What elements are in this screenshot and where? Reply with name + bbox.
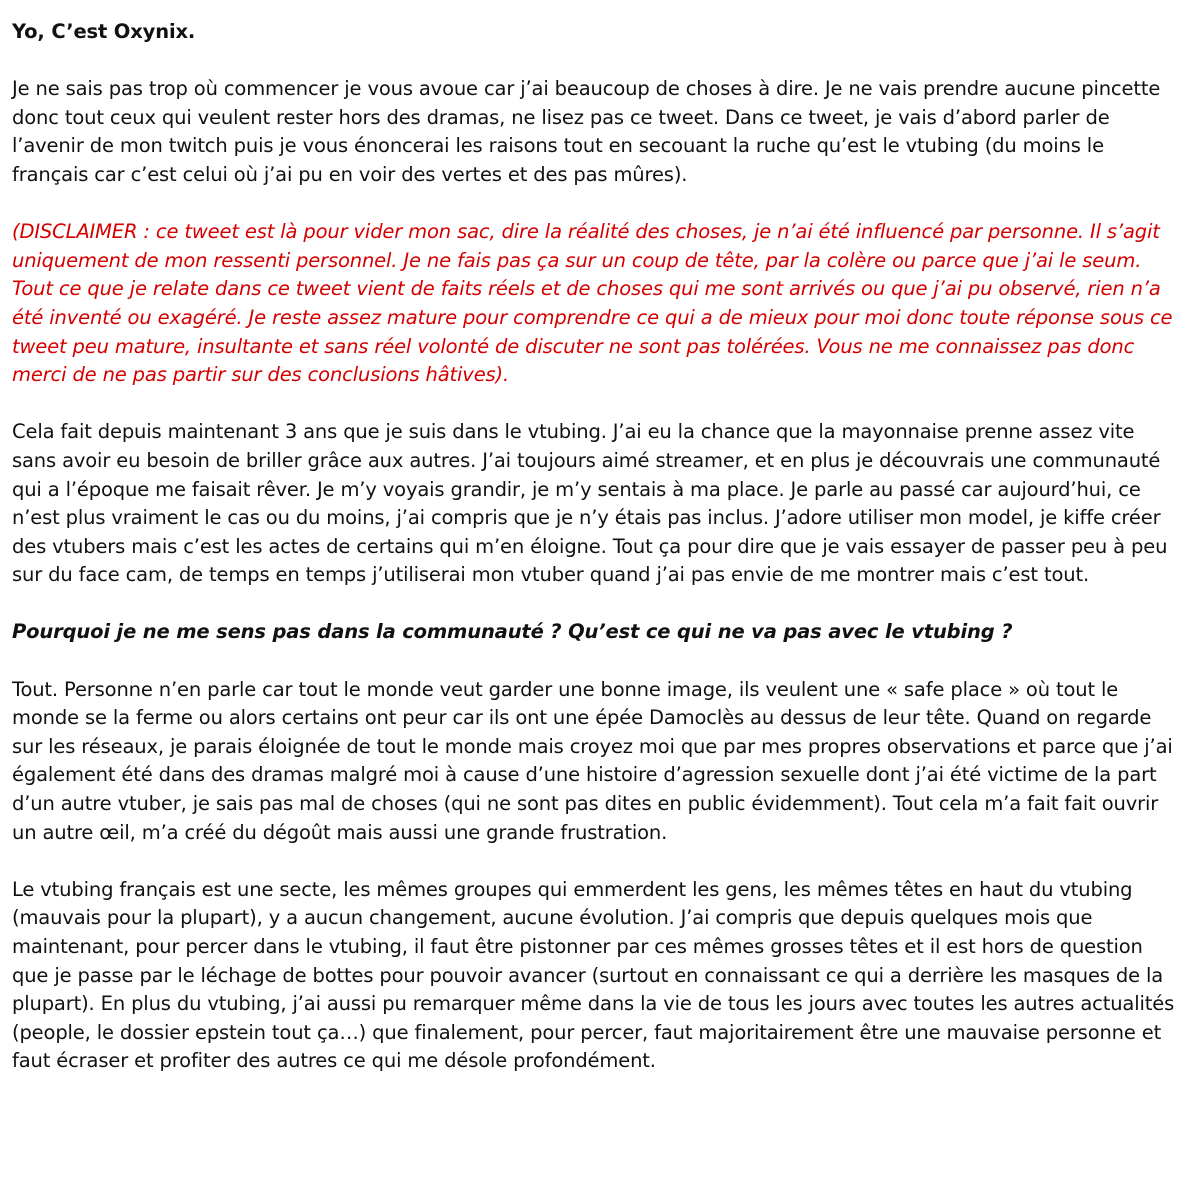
disclaimer-paragraph: (DISCLAIMER : ce tweet est là pour vider mon sac, dire la réalité des choses, je n’ai été influencé par personne. Il s’agit uniquement de mon ressenti personnel. Je ne fais pas ça sur un coup de tête, par la colère ou parce que j’ai le seum. Tout ce que je relate dans ce tweet vient de faits réels et de choses qui me sont arrivés ou que j’ai pu observé, rien n’a été inventé ou exagéré. Je reste assez mature pour comprendre ce qui a de mieux pour moi donc toute réponse sous ce tweet peu mature, insultante et sans réel volonté de discuter ne sont pas tolérées. Vous ne me connaissez pas donc merci de ne pas partir sur des conclusions hâtives). — [12, 220, 1173, 387]
intro-paragraph: Je ne sais pas trop où commencer je vous avoue car j’ai beaucoup de choses à dire. Je ne vais prendre aucune pincette donc tout ceux qui veulent rester hors des dramas, ne lisez pas ce tweet. Dans ce tweet, je vais d’abord parler de l’avenir de mon twitch puis je vous énoncerai les raisons tout en secouant la ruche qu’est le vtubing (du moins le français car c’est celui où j’ai pu en voir des vertes et des pas mûres). — [12, 77, 1161, 186]
section-question-heading: Pourquoi je ne me sens pas dans la communauté ? Qu’est ce qui ne va pas avec le vtubing ? — [12, 620, 1013, 644]
answer-paragraph: Tout. Personne n’en parle car tout le monde veut garder une bonne image, ils veulent une « safe place » où tout le monde se la ferme ou alors certains ont peur car ils ont une épée Damoclès au dessus de leur tête. Quand on regarde sur les réseaux, je parais éloignée de tout le monde mais croyez moi que par mes propres observations et parce que j’ai également été dans des dramas malgré moi à cause d’une histoire d’agression sexuelle dont j’ai été victime de la part d’un autre vtuber, je sais pas mal de choses (qui ne sont pas dites en public évidemment). Tout cela m’a fait fait ouvrir un autre œil, m’a créé du dégoût mais aussi une grande frustration. — [12, 677, 1173, 844]
greeting-line: Yo, C’est Oxynix. — [12, 20, 196, 43]
document-body — [12, 18, 1177, 1105]
history-paragraph: Cela fait depuis maintenant 3 ans que je suis dans le vtubing. J’ai eu la chance que la mayonnaise prenne assez vite sans avoir eu besoin de briller grâce aux autres. J’ai toujours aimé streamer, et en plus je découvrais une communauté qui a l’époque me faisait rêver. Je m’y voyais grandir, je m’y sentais à ma place. Je parle au passé car aujourd’hui, ce n’est plus vraiment le cas ou du moins, j’ai compris que je n’y étais pas inclus. J’adore utiliser mon model, je kiffe créer des vtubers mais c’est les actes de certains qui m’en éloigne. Tout ça pour dire que je vais essayer de passer peu à peu sur du face cam, de temps en temps j’utiliserai mon vtuber quand j’ai pas envie de me montrer mais c’est tout. — [12, 420, 1168, 587]
conclusion-paragraph: Le vtubing français est une secte, les mêmes groupes qui emmerdent les gens, les mêmes têtes en haut du vtubing (mauvais pour la plupart), y a aucun changement, aucune évolution. J’ai compris que depuis quelques mois que maintenant, pour percer dans le vtubing, il faut être pistonner par ces mêmes grosses têtes et il est hors de question que je passe par le léchage de bottes pour pouvoir avancer (surtout en connaissant ce qui a derrière les masques de la plupart). En plus du vtubing, j’ai aussi pu remarquer même dans la vie de tous les jours avec toutes les autres actualités (people, le dossier epstein tout ça…) que finalement, pour percer, faut majoritairement être une mauvaise personne et faut écraser et profiter des autres ce qui me désole profondément. — [12, 877, 1175, 1073]
